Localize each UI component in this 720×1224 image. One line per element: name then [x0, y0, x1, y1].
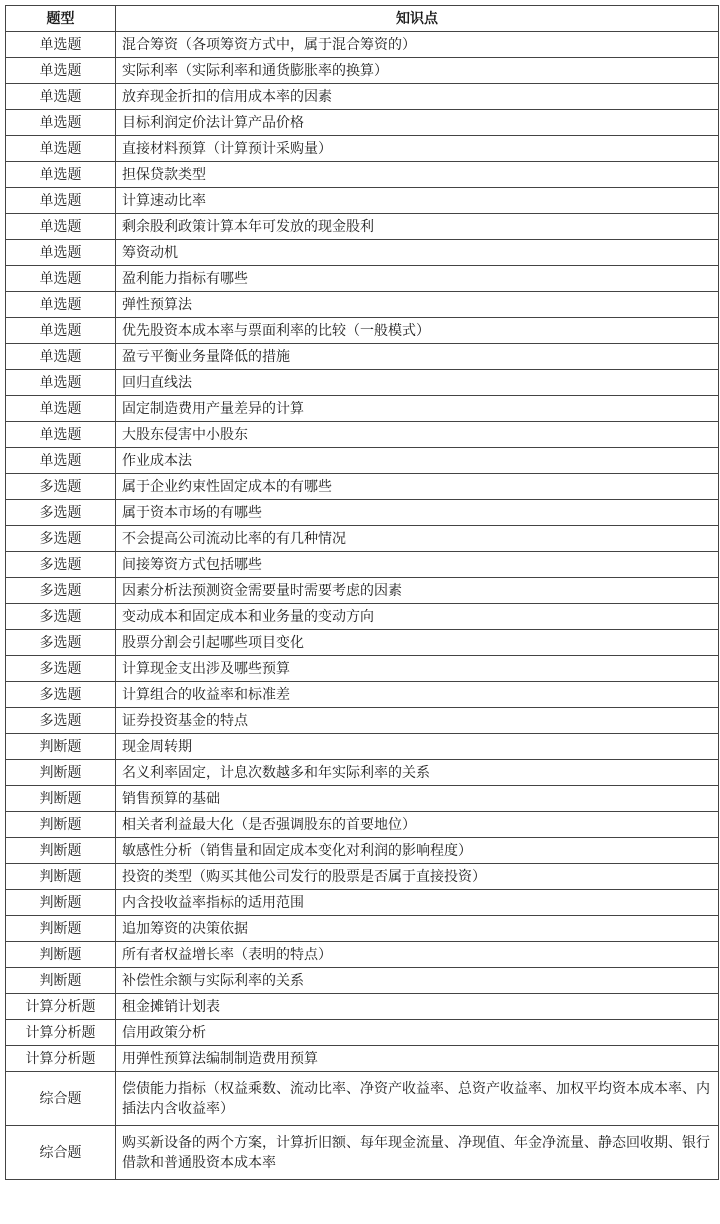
table-row: [6, 396, 719, 422]
table-row: [6, 682, 719, 708]
knowledge-point-cell: 因素分析法预测资金需要量时需要考虑的因素: [116, 578, 719, 604]
table-row: [6, 240, 719, 266]
table-row: [6, 1126, 719, 1180]
knowledge-point-cell: 作业成本法: [116, 448, 719, 474]
question-type-cell: 单选题: [6, 240, 116, 266]
question-type-cell: 单选题: [6, 344, 116, 370]
knowledge-point-cell: 弹性预算法: [116, 292, 719, 318]
table-body: [6, 32, 719, 1180]
knowledge-point-cell: 优先股资本成本率与票面利率的比较（一般模式）: [116, 318, 719, 344]
knowledge-point-cell: 目标利润定价法计算产品价格: [116, 110, 719, 136]
table-row: [6, 266, 719, 292]
knowledge-point-cell: 相关者利益最大化（是否强调股东的首要地位）: [116, 812, 719, 838]
table-row: [6, 578, 719, 604]
knowledge-point-cell: 固定制造费用产量差异的计算: [116, 396, 719, 422]
knowledge-point-cell: 直接材料预算（计算预计采购量）: [116, 136, 719, 162]
table-row: [6, 1072, 719, 1126]
question-type-cell: 单选题: [6, 214, 116, 240]
question-type-cell: 单选题: [6, 396, 116, 422]
question-type-cell: 判断题: [6, 786, 116, 812]
knowledge-point-cell: 间接筹资方式包括哪些: [116, 552, 719, 578]
question-type-cell: 单选题: [6, 422, 116, 448]
table-row: [6, 890, 719, 916]
knowledge-point-cell: 购买新设备的两个方案，计算折旧额、每年现金流量、净现值、年金净流量、静态回收期、银行借款和普通股资本成本率: [116, 1126, 719, 1180]
question-type-cell: 判断题: [6, 864, 116, 890]
knowledge-point-cell: 所有者权益增长率（表明的特点）: [116, 942, 719, 968]
knowledge-point-cell: 偿债能力指标（权益乘数、流动比率、净资产收益率、总资产收益率、加权平均资本成本率、内插法内含收益率）: [116, 1072, 719, 1126]
table-row: [6, 500, 719, 526]
question-type-cell: 单选题: [6, 318, 116, 344]
question-type-cell: 单选题: [6, 370, 116, 396]
question-type-cell: 单选题: [6, 292, 116, 318]
question-type-cell: 单选题: [6, 58, 116, 84]
table-row: [6, 474, 719, 500]
question-type-cell: 多选题: [6, 526, 116, 552]
table-row: [6, 370, 719, 396]
table-row: [6, 968, 719, 994]
question-type-cell: 单选题: [6, 188, 116, 214]
question-type-cell: 计算分析题: [6, 1046, 116, 1072]
table-row: [6, 318, 719, 344]
question-type-cell: 综合题: [6, 1126, 116, 1180]
column-header-type: 题型: [6, 6, 116, 32]
knowledge-point-cell: 变动成本和固定成本和业务量的变动方向: [116, 604, 719, 630]
question-type-cell: 判断题: [6, 812, 116, 838]
header-row: [6, 6, 719, 32]
table-row: [6, 942, 719, 968]
question-type-cell: 计算分析题: [6, 994, 116, 1020]
table-row: [6, 552, 719, 578]
knowledge-point-cell: 大股东侵害中小股东: [116, 422, 719, 448]
table-row: [6, 84, 719, 110]
question-type-cell: 单选题: [6, 266, 116, 292]
knowledge-point-cell: 计算现金支出涉及哪些预算: [116, 656, 719, 682]
question-type-cell: 判断题: [6, 968, 116, 994]
table-row: [6, 110, 719, 136]
knowledge-point-cell: 补偿性余额与实际利率的关系: [116, 968, 719, 994]
question-type-cell: 多选题: [6, 708, 116, 734]
table-row: [6, 162, 719, 188]
question-type-cell: 计算分析题: [6, 1020, 116, 1046]
knowledge-point-cell: 用弹性预算法编制制造费用预算: [116, 1046, 719, 1072]
knowledge-point-cell: 不会提高公司流动比率的有几种情况: [116, 526, 719, 552]
table-header: [6, 6, 719, 32]
table-row: [6, 136, 719, 162]
table-row: [6, 1046, 719, 1072]
table-row: [6, 734, 719, 760]
question-type-cell: 判断题: [6, 916, 116, 942]
table-row: [6, 1020, 719, 1046]
knowledge-point-cell: 计算组合的收益率和标准差: [116, 682, 719, 708]
knowledge-point-cell: 信用政策分析: [116, 1020, 719, 1046]
table-row: [6, 630, 719, 656]
table-row: [6, 214, 719, 240]
question-type-cell: 多选题: [6, 474, 116, 500]
table-row: [6, 604, 719, 630]
knowledge-point-cell: 放弃现金折扣的信用成本率的因素: [116, 84, 719, 110]
table-row: [6, 188, 719, 214]
question-type-cell: 判断题: [6, 838, 116, 864]
table-row: [6, 656, 719, 682]
table-row: [6, 32, 719, 58]
table-row: [6, 864, 719, 890]
question-type-cell: 判断题: [6, 760, 116, 786]
question-type-cell: 判断题: [6, 890, 116, 916]
table-row: [6, 526, 719, 552]
knowledge-point-cell: 名义利率固定，计息次数越多和年实际利率的关系: [116, 760, 719, 786]
question-type-cell: 单选题: [6, 32, 116, 58]
table-row: [6, 812, 719, 838]
table-row: [6, 422, 719, 448]
question-type-cell: 多选题: [6, 552, 116, 578]
knowledge-point-cell: 盈利能力指标有哪些: [116, 266, 719, 292]
table-row: [6, 786, 719, 812]
question-type-cell: 单选题: [6, 162, 116, 188]
knowledge-point-cell: 证券投资基金的特点: [116, 708, 719, 734]
knowledge-point-cell: 筹资动机: [116, 240, 719, 266]
question-type-cell: 综合题: [6, 1072, 116, 1126]
table-row: [6, 58, 719, 84]
knowledge-point-cell: 盈亏平衡业务量降低的措施: [116, 344, 719, 370]
knowledge-point-cell: 担保贷款类型: [116, 162, 719, 188]
knowledge-point-cell: 实际利率（实际利率和通货膨胀率的换算）: [116, 58, 719, 84]
table-row: [6, 448, 719, 474]
knowledge-point-cell: 属于资本市场的有哪些: [116, 500, 719, 526]
question-type-cell: 判断题: [6, 942, 116, 968]
knowledge-point-cell: 股票分割会引起哪些项目变化: [116, 630, 719, 656]
table-row: [6, 760, 719, 786]
column-header-point: 知识点: [116, 6, 719, 32]
question-type-cell: 多选题: [6, 578, 116, 604]
knowledge-point-cell: 回归直线法: [116, 370, 719, 396]
question-type-cell: 多选题: [6, 500, 116, 526]
knowledge-point-cell: 属于企业约束性固定成本的有哪些: [116, 474, 719, 500]
knowledge-point-cell: 销售预算的基础: [116, 786, 719, 812]
knowledge-point-cell: 敏感性分析（销售量和固定成本变化对利润的影响程度）: [116, 838, 719, 864]
knowledge-point-cell: 追加筹资的决策依据: [116, 916, 719, 942]
knowledge-point-cell: 投资的类型（购买其他公司发行的股票是否属于直接投资）: [116, 864, 719, 890]
table-row: [6, 292, 719, 318]
table-row: [6, 708, 719, 734]
table-row: [6, 838, 719, 864]
question-type-cell: 单选题: [6, 448, 116, 474]
question-type-cell: 判断题: [6, 734, 116, 760]
question-type-cell: 单选题: [6, 136, 116, 162]
knowledge-point-cell: 租金摊销计划表: [116, 994, 719, 1020]
question-type-cell: 多选题: [6, 630, 116, 656]
question-type-cell: 多选题: [6, 604, 116, 630]
knowledge-point-cell: 混合筹资（各项筹资方式中，属于混合筹资的）: [116, 32, 719, 58]
knowledge-point-cell: 计算速动比率: [116, 188, 719, 214]
question-type-cell: 单选题: [6, 84, 116, 110]
knowledge-point-cell: 内含投收益率指标的适用范围: [116, 890, 719, 916]
knowledge-point-cell: 剩余股利政策计算本年可发放的现金股利: [116, 214, 719, 240]
table-row: [6, 344, 719, 370]
question-type-cell: 多选题: [6, 656, 116, 682]
knowledge-point-cell: 现金周转期: [116, 734, 719, 760]
table-row: [6, 916, 719, 942]
table-row: [6, 994, 719, 1020]
knowledge-point-table: [5, 5, 719, 1180]
question-type-cell: 单选题: [6, 110, 116, 136]
question-type-cell: 多选题: [6, 682, 116, 708]
